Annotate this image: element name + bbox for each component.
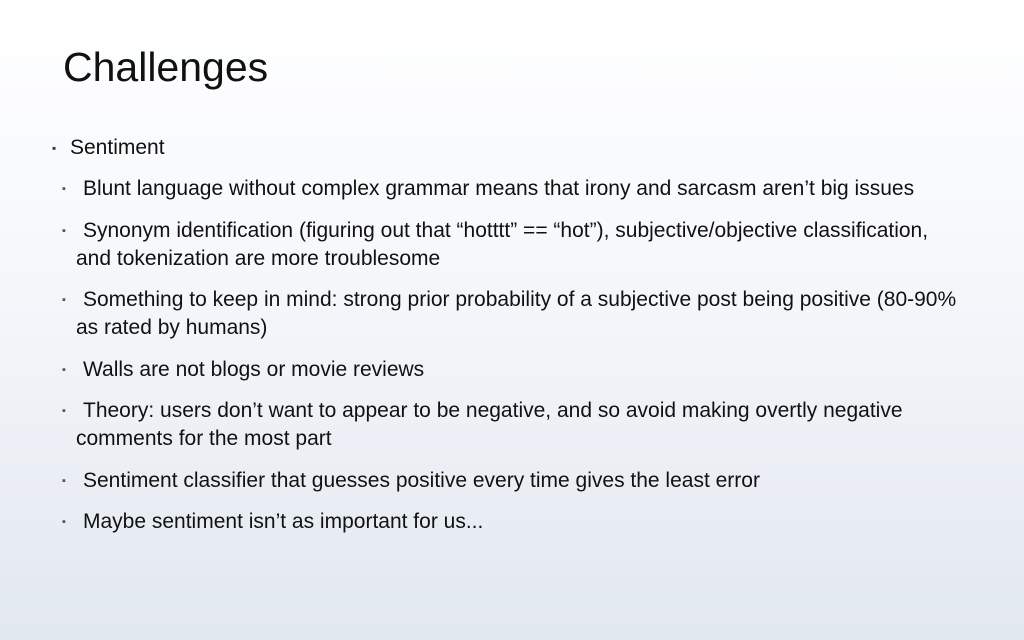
sub-bullet-text: Walls are not blogs or movie reviews: [83, 357, 425, 381]
bullet-text: Sentiment: [70, 136, 165, 159]
square-bullet-icon: ▪: [62, 474, 66, 487]
square-bullet-icon: ▪: [62, 294, 66, 306]
sub-bullet-text: Something to keep in mind: strong prior probability of a subjective post being positive (80-90% as rated by humans): [76, 288, 957, 339]
square-bullet-icon: ▪: [52, 141, 57, 155]
sub-bullet-text: Synonym identification (figuring out that “hotttt” == “hot”), subjective/objective classification, and tokenization are more troublesome: [76, 218, 929, 270]
sub-bullet-item: [62, 508, 962, 536]
sub-bullet-item: [62, 397, 962, 453]
sub-bullet-item: [62, 467, 962, 495]
sub-bullet-item: [62, 175, 962, 203]
sub-bullet-text: Theory: users don’t want to appear to be negative, and so avoid making overtly negative comments for the most part: [76, 399, 903, 450]
square-bullet-icon: ▪: [62, 183, 66, 195]
square-bullet-icon: ▪: [62, 224, 66, 237]
sub-bullet-list: [62, 175, 962, 550]
square-bullet-icon: ▪: [62, 516, 66, 528]
sub-bullet-text: Sentiment classifier that guesses positive every time gives the least error: [83, 468, 760, 492]
sub-bullet-text: Blunt language without complex grammar means that irony and sarcasm aren’t big issues: [83, 177, 915, 200]
sub-bullet-item: [62, 217, 962, 273]
square-bullet-icon: ▪: [62, 405, 66, 417]
sub-bullet-text: Maybe sentiment isn’t as important for us...: [83, 510, 484, 533]
sub-bullet-item: [62, 286, 962, 342]
square-bullet-icon: ▪: [62, 363, 66, 376]
slide-title: Challenges: [63, 44, 269, 90]
sub-bullet-item: [62, 356, 962, 384]
